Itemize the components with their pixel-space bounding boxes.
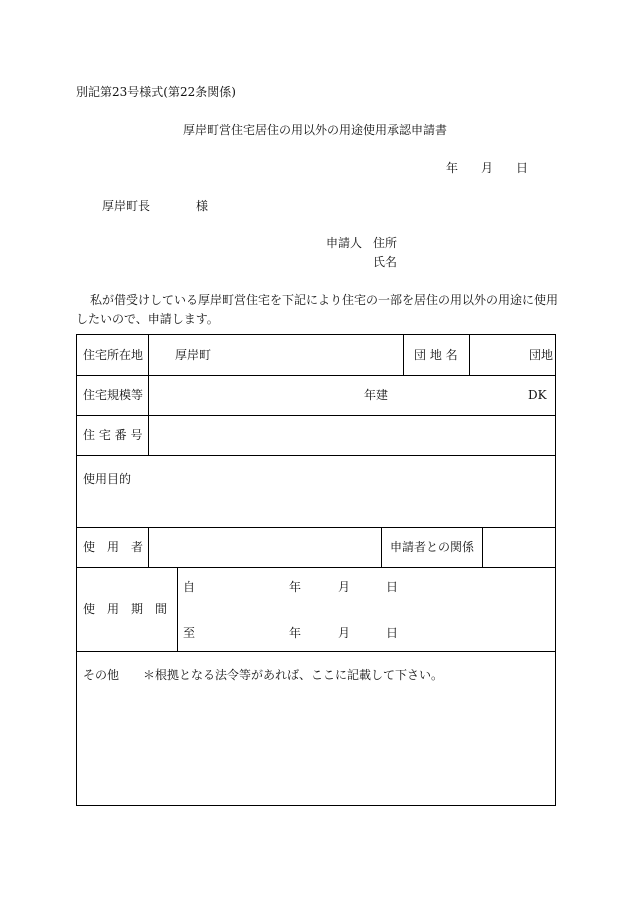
col-divider: [403, 335, 404, 375]
date-year-label: 年: [446, 161, 459, 175]
date-month-label: 月: [481, 161, 494, 175]
applicant-address-label: 住所: [373, 236, 398, 250]
period-to-day: 日: [386, 626, 399, 640]
col-divider: [482, 527, 483, 567]
addressee-name: 厚岸町長: [102, 199, 151, 213]
user-label: 使 用 者: [83, 540, 144, 554]
applicant-label: 申請人: [326, 236, 363, 250]
addressee-honorific: 様: [196, 199, 209, 213]
period-to-label: 至: [183, 626, 196, 640]
other-note: ＊根拠となる法令等があれば、ここに記載して下さい。: [143, 668, 444, 682]
scale-label: 住宅規模等: [83, 388, 144, 402]
relation-label: 申請者との関係: [390, 540, 475, 554]
period-from-year: 年: [289, 580, 302, 594]
col-divider: [469, 335, 470, 375]
col-divider: [381, 527, 382, 567]
date-day-label: 日: [516, 161, 529, 175]
period-from-day: 日: [386, 580, 399, 594]
purpose-label: 使用目的: [83, 472, 132, 486]
application-form-table: [76, 334, 556, 806]
period-to-year: 年: [289, 626, 302, 640]
period-from-label: 自: [183, 580, 196, 594]
other-label: その他: [83, 668, 120, 682]
built-year-suffix: 年建: [364, 388, 389, 402]
col-divider: [148, 335, 149, 455]
complex-label: 団 地 名: [414, 348, 458, 362]
row-divider: [77, 651, 555, 652]
document-title: 厚岸町営住宅居住の用以外の用途使用承認申請書: [183, 123, 448, 137]
complex-suffix: 団地: [529, 348, 554, 362]
form-number: 別記第23号様式(第22条関係): [76, 85, 236, 99]
location-label: 住宅所在地: [83, 348, 144, 362]
row-divider: [77, 567, 555, 568]
period-to-month: 月: [338, 626, 351, 640]
period-from-month: 月: [338, 580, 351, 594]
applicant-name-label: 氏名: [373, 255, 398, 269]
house-number-label: 住 宅 番 号: [83, 428, 143, 442]
col-divider: [148, 527, 149, 567]
body-text-line1: 私が借受けしている厚岸町営住宅を下記により住宅の一部を居住の用以外の用途に使用: [90, 293, 559, 307]
col-divider: [177, 567, 178, 651]
row-divider: [77, 455, 555, 456]
dk-suffix: DK: [528, 388, 547, 402]
location-value[interactable]: 厚岸町: [175, 348, 212, 362]
body-text-line2: したいので、申請します。: [76, 312, 219, 326]
period-label: 使 用 期 間: [83, 602, 168, 616]
